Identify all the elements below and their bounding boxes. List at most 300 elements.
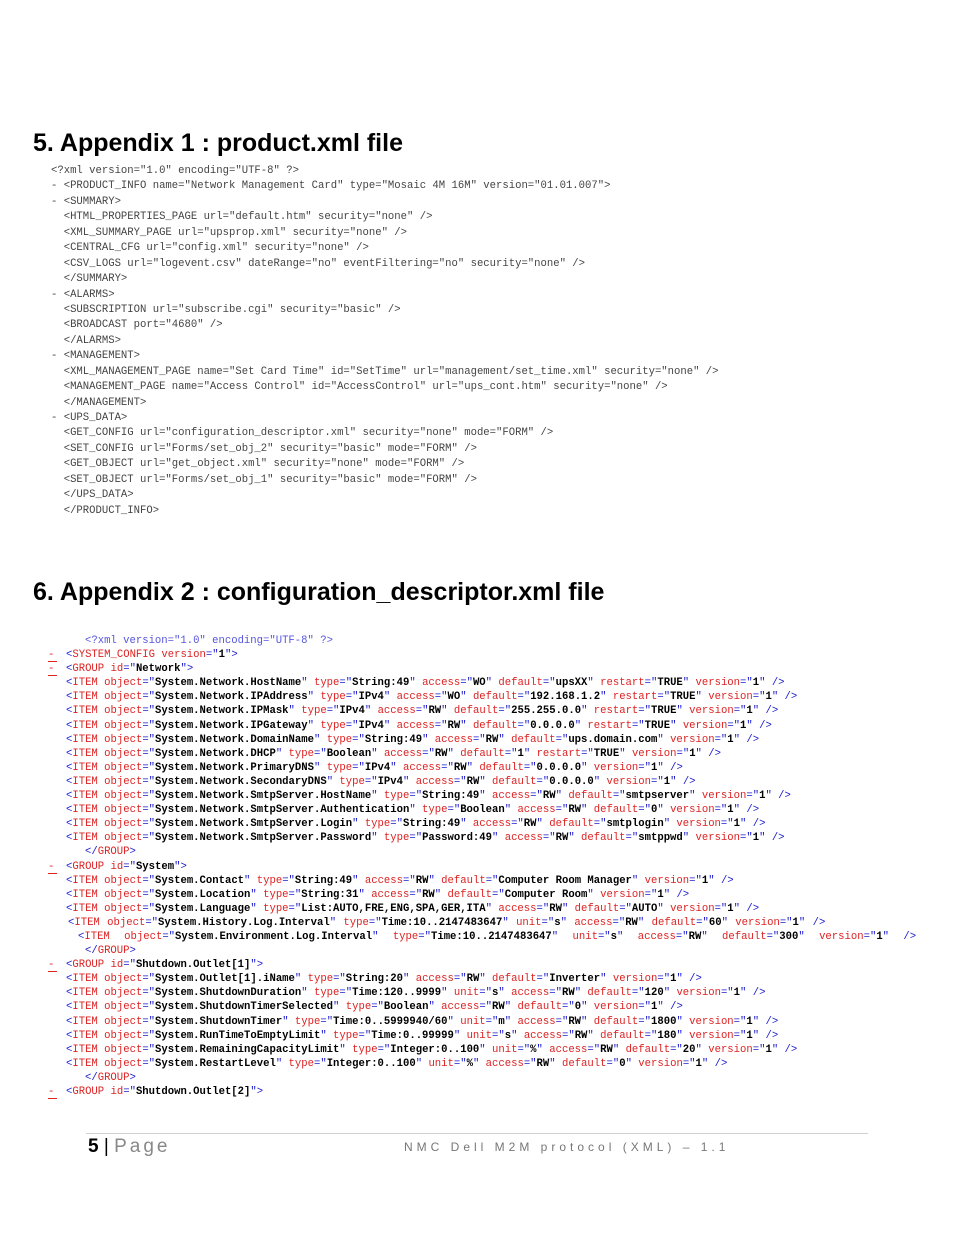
attr-quote: =" <box>339 677 353 690</box>
attr-value: Inverter <box>549 973 601 986</box>
attr-value: RW <box>555 832 569 845</box>
attr-value: RW <box>447 719 461 732</box>
attr-quote: =" <box>511 818 524 831</box>
product-xml-line: <HTML_PROPERTIES_PAGE url="default.htm" security="none" /> <box>51 211 433 224</box>
tag-bracket: < <box>66 1086 73 1098</box>
tag-name: ITEM <box>72 790 98 803</box>
attr-quote: " <box>371 747 378 760</box>
attr-quote: =" <box>142 775 156 788</box>
attr-name: object <box>104 832 143 845</box>
attr-quote: =" <box>561 1029 575 1042</box>
item-line <box>48 972 951 986</box>
attr-quote: =" <box>358 1029 372 1042</box>
attr-quote: " <box>275 1057 283 1070</box>
attr-quote: =" <box>403 874 416 887</box>
attr-quote: =" <box>740 677 753 690</box>
product-xml-line: <CENTRAL_CFG url="config.xml" security="none" /> <box>51 242 369 255</box>
attr-quote: " <box>460 719 467 732</box>
attr-value: System.Network.SmtpServer.Login <box>155 818 353 831</box>
attr-value: 1 <box>746 705 753 718</box>
tag-bracket: /> <box>765 705 779 718</box>
item-line <box>48 803 951 817</box>
attr-name: version <box>612 973 658 986</box>
tag-name: GROUP <box>72 860 105 873</box>
attr-name: type <box>288 1057 314 1070</box>
attr-value: String:49 <box>364 733 423 746</box>
attr-quote: " <box>352 874 359 887</box>
attr-quote: =" <box>766 930 780 943</box>
attr-name: object <box>104 1001 143 1014</box>
collapse-marker: - <box>48 958 60 972</box>
attr-quote: =" <box>523 761 537 774</box>
attr-quote: =" <box>142 761 156 774</box>
attr-value: System.Location <box>155 888 251 901</box>
attr-quote: " <box>631 874 639 887</box>
attr-quote: =" <box>371 1001 384 1014</box>
attr-quote: " <box>619 747 626 760</box>
attr-quote: =" <box>746 790 760 803</box>
attr-name: version <box>682 719 728 732</box>
attr-quote: " <box>180 663 187 676</box>
attr-name: version <box>606 775 652 788</box>
attr-name: version <box>695 832 741 845</box>
tag-bracket: < <box>66 649 73 662</box>
attr-quote: =" <box>549 987 562 1000</box>
tag-bracket: < <box>66 1043 73 1056</box>
tag-bracket: /> <box>778 790 791 803</box>
tag-bracket: < <box>66 761 73 774</box>
attr-quote: " <box>441 705 448 718</box>
attr-quote: " <box>460 818 467 831</box>
attr-quote: =" <box>364 775 378 788</box>
attr-value: upsXX <box>555 677 588 690</box>
attr-quote: " <box>663 987 671 1000</box>
attr-quote: " <box>498 987 505 1000</box>
attr-name: default <box>581 832 626 845</box>
attr-quote: " <box>676 973 683 986</box>
attr-name: access <box>511 987 550 1000</box>
attr-quote: =" <box>142 1001 156 1014</box>
attr-quote: =" <box>409 832 423 845</box>
attr-value: RW <box>568 1015 582 1028</box>
attr-quote: =" <box>581 747 594 760</box>
attr-quote: " <box>587 888 594 901</box>
tag-bracket: < <box>66 888 73 901</box>
attr-value: String:31 <box>301 888 359 901</box>
attr-quote: " <box>625 1057 632 1070</box>
tag-name: GROUP <box>72 1086 105 1098</box>
attr-quote: =" <box>453 973 467 986</box>
attr-quote: =" <box>517 691 531 704</box>
attr-quote: =" <box>676 747 690 760</box>
tag-name: ITEM <box>72 902 98 915</box>
attr-name: type <box>263 888 289 901</box>
attr-value: RW <box>574 1029 588 1042</box>
tag-bracket: </ <box>85 846 98 859</box>
section-5-title: Appendix 1 : product.xml file <box>59 129 403 157</box>
attr-value: 0 <box>574 1001 582 1014</box>
attr-quote: " <box>447 747 454 760</box>
attr-quote: " <box>721 916 728 929</box>
attr-quote: =" <box>142 902 156 915</box>
attr-quote: " <box>581 705 588 718</box>
attr-name: type <box>326 761 353 774</box>
attr-name: access <box>523 1029 562 1042</box>
tag-name: SYSTEM_CONFIG <box>72 649 156 662</box>
attr-value: 1 <box>876 930 883 943</box>
attr-quote: =" <box>434 719 448 732</box>
attr-quote: =" <box>492 888 505 901</box>
tag-name: ITEM <box>72 1043 98 1056</box>
attr-value: 1800 <box>651 1015 677 1028</box>
attr-quote: =" <box>418 930 431 943</box>
attr-quote: =" <box>142 719 156 732</box>
attr-name: restart <box>587 719 632 732</box>
attr-quote: " <box>708 874 715 887</box>
attr-quote: =" <box>555 733 569 746</box>
attr-quote: " <box>313 733 321 746</box>
attr-quote: " <box>275 747 283 760</box>
attr-quote: " <box>670 719 677 732</box>
attr-quote: =" <box>333 973 346 986</box>
attr-quote: =" <box>142 973 156 986</box>
tag-bracket: < <box>66 1015 73 1028</box>
attr-quote: =" <box>123 663 136 676</box>
attr-value: System.Network.IPAddress <box>155 691 308 704</box>
attr-name: object <box>104 691 143 704</box>
attr-name: object <box>104 1043 143 1056</box>
attr-quote: =" <box>619 902 632 915</box>
attr-quote: =" <box>714 733 728 746</box>
item-line <box>48 817 951 831</box>
tag-name: GROUP <box>72 663 105 676</box>
attr-quote: " <box>174 860 181 873</box>
collapse-marker: - <box>48 648 60 662</box>
attr-quote: =" <box>644 888 658 901</box>
attr-value: 1 <box>689 747 696 760</box>
attr-value: 1 <box>657 888 664 901</box>
attr-quote: =" <box>142 747 156 760</box>
attr-value: System.ShutdownTimerSelected <box>155 1001 334 1014</box>
attr-quote: =" <box>536 973 550 986</box>
attr-value: 1 <box>218 649 225 662</box>
attr-name: type <box>383 832 410 845</box>
attr-quote: =" <box>313 1057 327 1070</box>
attr-quote: =" <box>523 1057 537 1070</box>
footer-divider <box>86 1133 868 1134</box>
attr-quote: =" <box>453 1057 467 1070</box>
attr-value: % <box>530 1043 537 1056</box>
attr-value: 1 <box>733 818 740 831</box>
tag-bracket: < <box>66 1001 73 1014</box>
attr-quote: =" <box>162 930 176 943</box>
attr-value: Password:49 <box>422 832 492 845</box>
attr-name: object <box>104 874 143 887</box>
attr-quote: " <box>364 705 372 718</box>
product-xml-line: <XML_SUMMARY_PAGE url="upsprop.xml" security="none" /> <box>51 226 408 239</box>
attr-quote: " <box>326 775 334 788</box>
attr-quote: =" <box>638 804 651 817</box>
product-xml-line: <SUBSCRIPTION url="subscribe.cgi" security="basic" /> <box>51 303 401 316</box>
attr-value: 1 <box>651 761 658 774</box>
tag-bracket: /> <box>689 973 702 986</box>
tag-bracket: /> <box>670 1001 683 1014</box>
product-xml-line: - <SUMMARY> <box>51 195 121 208</box>
tag-bracket: /> <box>812 916 826 929</box>
attr-quote: " <box>250 959 257 972</box>
tag-bracket: < <box>66 874 73 887</box>
attr-value: IPv4 <box>377 775 403 788</box>
attr-value: System.RemainingCapacityLimit <box>155 1043 340 1056</box>
tag-bracket: < <box>66 804 73 817</box>
attr-quote: =" <box>142 818 156 831</box>
attr-quote: " <box>682 677 690 690</box>
attr-quote: =" <box>145 916 159 929</box>
tag-bracket: < <box>66 832 73 845</box>
attr-value: TRUE <box>670 691 696 704</box>
attr-value: TRUE <box>657 677 683 690</box>
attr-quote: " <box>771 1043 779 1056</box>
attr-name: version <box>689 1015 734 1028</box>
attr-quote: =" <box>142 790 156 803</box>
attr-quote: " <box>617 930 624 943</box>
attr-quote: " <box>447 1015 454 1028</box>
attr-name: version <box>689 1029 734 1042</box>
tag-bracket: /> <box>771 677 785 690</box>
attr-quote: " <box>415 1057 423 1070</box>
attr-quote: " <box>549 1057 556 1070</box>
item-line <box>48 690 951 704</box>
attr-value: 1 <box>727 902 734 915</box>
tag-bracket: /> <box>670 761 683 774</box>
attr-quote: =" <box>752 691 766 704</box>
attr-name: object <box>104 987 143 1000</box>
item-line <box>48 719 951 733</box>
tag-bracket: < <box>66 818 73 831</box>
attr-name: restart <box>600 677 645 690</box>
attr-quote: =" <box>638 705 652 718</box>
attr-value: String:20 <box>345 973 403 986</box>
attr-name: restart <box>612 691 658 704</box>
tag-bracket: /> <box>765 1029 779 1042</box>
attr-quote: " <box>587 677 594 690</box>
attr-quote: " <box>383 691 391 704</box>
attr-name: id <box>110 663 124 676</box>
product-xml-line: <MANAGEMENT_PAGE name="Access Control" id="AccessControl" url="ups_cont.htm" security="none" /> <box>51 381 668 394</box>
attr-value: RW <box>492 1001 505 1014</box>
tag-bracket: /> <box>746 902 760 915</box>
attr-value: 1 <box>701 874 709 887</box>
attr-quote: =" <box>689 874 702 887</box>
item-line <box>48 1029 951 1043</box>
product-xml-line: - <UPS_DATA> <box>51 412 128 424</box>
attr-name: object <box>104 804 143 817</box>
attr-value: Network <box>135 663 181 676</box>
attr-quote: " <box>695 691 702 704</box>
attr-quote: " <box>523 747 531 760</box>
attr-quote: " <box>600 691 607 704</box>
attr-value: TRUE <box>593 747 620 760</box>
attr-quote: " <box>479 973 486 986</box>
attr-name: object <box>104 902 143 915</box>
attr-value: System.Network.SecondaryDNS <box>155 775 327 788</box>
attr-quote: =" <box>492 1029 505 1042</box>
attr-value: Boolean <box>383 1001 429 1014</box>
product-xml-line: <SET_CONFIG url="Forms/set_obj_2" security="basic" mode="FORM" /> <box>51 442 477 455</box>
attr-name: default <box>498 677 543 690</box>
attr-quote: " <box>536 818 543 831</box>
attr-quote: =" <box>142 691 156 704</box>
tag-name: ITEM <box>72 775 98 788</box>
attr-value: String:49 <box>352 677 410 690</box>
section-6-number: 6. <box>33 578 54 606</box>
tag-name: ITEM <box>72 818 98 831</box>
attr-quote: " <box>637 916 645 929</box>
tag-bracket: < <box>66 733 73 746</box>
attr-name: id <box>110 860 124 873</box>
attr-name: default <box>625 1043 671 1056</box>
item-line <box>48 1057 951 1071</box>
attr-name: access <box>422 677 461 690</box>
item-line <box>48 902 951 916</box>
tag-bracket: < <box>66 705 73 718</box>
attr-value: String:49 <box>294 874 353 887</box>
attr-name: version <box>708 1043 753 1056</box>
attr-quote: " <box>676 705 683 718</box>
attr-value: System.Contact <box>155 874 245 887</box>
attr-value: System.Network.PrimaryDNS <box>155 761 314 774</box>
attr-value: ups.domain.com <box>568 733 658 746</box>
attr-name: access <box>574 916 613 929</box>
attr-name: version <box>676 987 721 1000</box>
attr-quote: " <box>371 790 378 803</box>
attr-name: default <box>593 804 639 817</box>
tag-name: ITEM <box>72 804 98 817</box>
attr-quote: =" <box>377 1043 391 1056</box>
attr-name: object <box>104 1015 143 1028</box>
attr-name: type <box>313 987 340 1000</box>
attr-quote: " <box>466 761 473 774</box>
attr-quote: " <box>560 916 567 929</box>
attr-value: TRUE <box>651 705 677 718</box>
tag-name: ITEM <box>72 973 98 986</box>
attr-quote: " <box>250 902 257 915</box>
attr-name: default <box>517 1001 562 1014</box>
group-open <box>48 662 951 676</box>
attr-quote: " <box>555 790 562 803</box>
attr-quote: =" <box>517 1043 531 1056</box>
tag-bracket: < <box>66 663 73 676</box>
attr-quote: =" <box>282 874 295 887</box>
attr-quote: " <box>422 733 429 746</box>
collapse-marker: - <box>48 1085 60 1099</box>
attr-value: System.RunTimeToEmptyLimit <box>155 1029 321 1042</box>
attr-name: type <box>326 733 353 746</box>
item-line <box>48 1043 951 1057</box>
attr-name: default <box>722 930 767 943</box>
attr-name: type <box>343 916 369 929</box>
attr-value: RW <box>466 973 480 986</box>
attr-value: 255.255.0.0 <box>511 705 582 718</box>
product-xml-line: <SET_OBJECT url="Forms/set_obj_1" security="basic" mode="FORM" /> <box>51 473 477 486</box>
section-5-number: 5. <box>33 129 54 157</box>
product-xml-line: <CSV_LOGS url="logevent.csv" dateRange="no" eventFiltering="no" security="none" /> <box>51 257 586 270</box>
attr-name: default <box>460 747 505 760</box>
attr-value: 1 <box>752 677 760 690</box>
attr-quote: " <box>428 874 435 887</box>
attr-quote: " <box>502 916 509 929</box>
attr-quote: " <box>472 1057 480 1070</box>
attr-value: IPv4 <box>364 761 391 774</box>
attr-quote: " <box>733 733 741 746</box>
attr-quote: " <box>504 804 512 817</box>
attr-value: RW <box>466 775 480 788</box>
tag-name: GROUP <box>72 959 105 972</box>
tag-name: ITEM <box>72 705 98 718</box>
attr-quote: =" <box>530 790 543 803</box>
attr-value: 1 <box>727 804 734 817</box>
attr-quote: =" <box>288 888 302 901</box>
page-word: Page <box>114 1136 171 1157</box>
attr-name: access <box>415 973 454 986</box>
attr-value: Time:10..2147483647 <box>381 916 503 929</box>
item-line <box>48 761 951 775</box>
attr-quote: " <box>657 1001 664 1014</box>
tag-bracket: < <box>68 916 75 929</box>
attr-quote: " <box>568 832 575 845</box>
attr-quote: =" <box>142 1043 156 1056</box>
attr-name: default <box>511 733 556 746</box>
attr-name: object <box>104 790 143 803</box>
attr-quote: =" <box>644 677 658 690</box>
attr-quote: " <box>372 930 379 943</box>
attr-name: restart <box>536 747 582 760</box>
attr-quote: =" <box>644 1029 658 1042</box>
tag-name: GROUP <box>97 945 130 958</box>
attr-quote: " <box>339 1043 346 1056</box>
attr-quote: =" <box>441 761 454 774</box>
attr-name: object <box>104 973 143 986</box>
attr-quote: =" <box>345 691 359 704</box>
attr-value: 1 <box>651 1001 658 1014</box>
attr-name: default <box>492 775 537 788</box>
attr-name: object <box>124 930 163 943</box>
attr-value: AUTO <box>631 902 658 915</box>
attr-name: default <box>472 691 518 704</box>
attr-value: 1 <box>746 1015 753 1028</box>
attr-value: 1 <box>765 1043 772 1056</box>
attr-value: System.ShutdownDuration <box>155 987 302 1000</box>
attr-value: WO <box>472 677 486 690</box>
attr-quote: " <box>759 677 766 690</box>
attr-quote: =" <box>638 1001 652 1014</box>
attr-name: version <box>695 677 741 690</box>
attr-quote: =" <box>142 1029 156 1042</box>
attr-value: 1 <box>746 1029 753 1042</box>
attr-name: version <box>670 804 715 817</box>
tag-name: GROUP <box>97 1071 130 1084</box>
attr-quote: =" <box>651 775 664 788</box>
group-open <box>48 1085 951 1099</box>
attr-quote: =" <box>587 1043 601 1056</box>
attr-quote: " <box>294 973 302 986</box>
attr-quote: " <box>798 916 806 929</box>
attr-quote: =" <box>536 902 550 915</box>
attr-quote: =" <box>142 987 156 1000</box>
attr-quote: =" <box>142 874 156 887</box>
tag-bracket: /> <box>752 818 766 831</box>
attr-quote: =" <box>670 1043 683 1056</box>
